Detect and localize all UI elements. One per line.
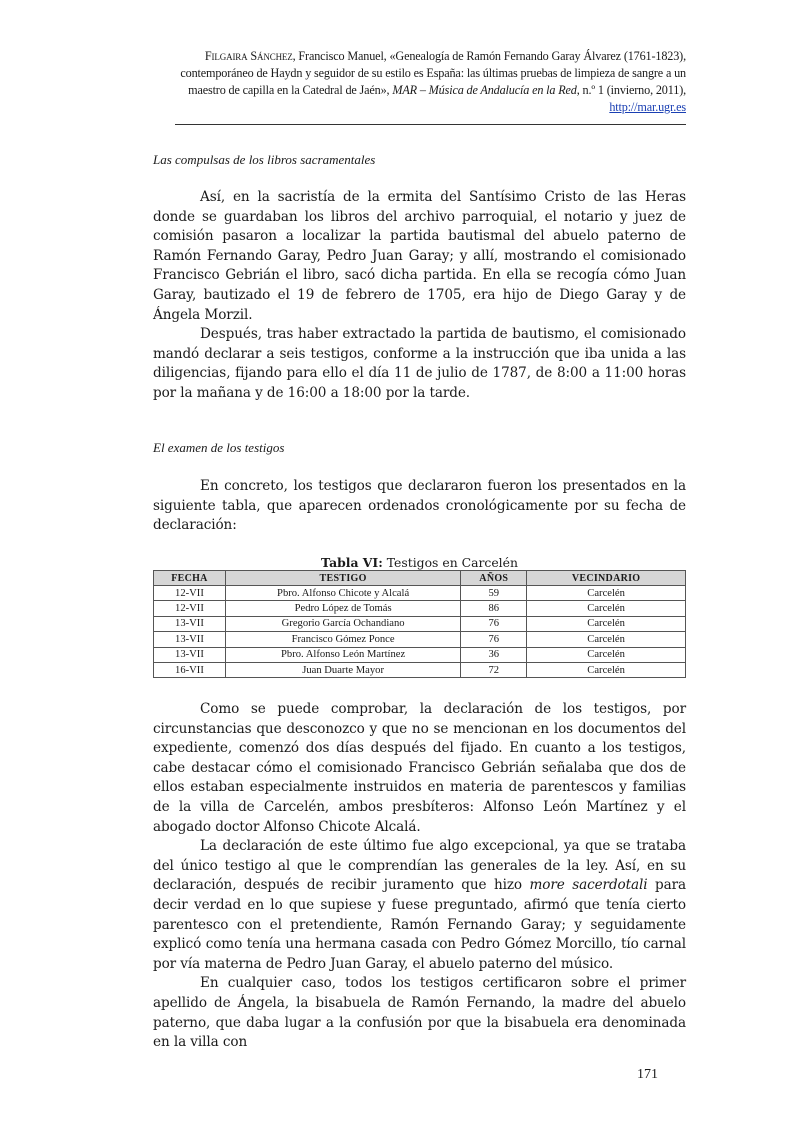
cell-testigo: Gregorio García Ochandiano: [225, 616, 460, 631]
column-header: FECHA: [154, 571, 226, 586]
column-header: VECINDARIO: [527, 571, 686, 586]
cell-testigo: Pedro López de Tomás: [225, 601, 460, 616]
cell-fecha: 13-VII: [154, 632, 226, 647]
paragraph: En cualquier caso, todos los testigos certificaron sobre el primer apellido de Ángela, la bisabuela de Ramón Fernando, la madre del abuelo paterno, que daba lugar a la confusión por que la bisabuela era denominada en la villa con: [153, 975, 686, 1051]
header-url-link[interactable]: http://mar.ugr.es: [609, 100, 686, 114]
latin-phrase: more sacerdotali: [529, 877, 648, 894]
paragraph: Como se puede comprobar, la declaración de los testigos, por circunstancias que desconozco y que no se mencionan en los documentos del expediente, comenzó dos días después del fijado. En cuanto a los testigos, cabe destacar cómo el comisionado Francisco Gebrián señalaba que dos de ellos estaban especialmente instruidos en materia de parentescos y familias de la villa de Carcelén, ambos presbíteros: Alfonso León Martínez y el abogado doctor Alfonso Chicote Alcalá.: [153, 701, 686, 835]
table-row: [154, 616, 686, 631]
column-header: AÑOS: [461, 571, 527, 586]
cell-vecindario: Carcelén: [527, 662, 686, 677]
cell-anos: 86: [461, 601, 527, 616]
paragraph-text: para decir verdad en lo que supiese y fuese preguntado, afirmó que tenía cierto parentesco con el pretendiente, Ramón Fernando Garay; y seguidamente explicó como tenía una hermana casada con Pedro Gómez Morcillo, tío carnal por vía materna de Pedro Juan Garay, el abuelo paterno del músico.: [153, 877, 686, 972]
paragraph: Después, tras haber extractado la partida de bautismo, el comisionado mandó declarar a seis testigos, conforme a la instrucción que iba unida a las diligencias, fijando para ello el día 11 de julio de 1787, de 8:00 a 11:00 horas por la mañana y de 16:00 a 18:00 por la tarde.: [153, 326, 686, 401]
section-title-compulsas: Las compulsas de los libros sacramentales: [153, 152, 376, 167]
section-body-examen: [153, 700, 686, 1053]
paragraph-text: La declaración de este último fue algo excepcional, ya que se trataba del único testigo al que le comprendían las generales de la ley. Así, en su declaración, después de recibir juramento que hizo: [153, 838, 686, 894]
cell-vecindario: Carcelén: [527, 647, 686, 662]
witnesses-table: [153, 570, 686, 678]
table-row: [154, 662, 686, 677]
table-caption-label: Tabla VI:: [321, 555, 383, 570]
paragraph: En concreto, los testigos que declararon fueron los presentados en la siguiente tabla, que aparecen ordenados cronológicamente por su fecha de declaración:: [153, 478, 686, 534]
cell-vecindario: Carcelén: [527, 601, 686, 616]
page-number: 171: [637, 1067, 658, 1082]
cell-testigo: Francisco Gómez Ponce: [225, 632, 460, 647]
section-body-examen-intro: [153, 477, 686, 536]
cell-testigo: Juan Duarte Mayor: [225, 662, 460, 677]
header-author: Filgaira Sánchez: [204, 49, 293, 63]
cell-testigo: Pbro. Alfonso Chicote y Alcalá: [225, 586, 460, 601]
table-row: [154, 647, 686, 662]
table-header-row: [154, 571, 686, 586]
cell-vecindario: Carcelén: [527, 586, 686, 601]
cell-testigo: Pbro. Alfonso León Martínez: [225, 647, 460, 662]
cell-vecindario: Carcelén: [527, 616, 686, 631]
column-header: TESTIGO: [225, 571, 460, 586]
section-title-examen: El examen de los testigos: [153, 440, 285, 455]
paragraph: Así, en la sacristía de la ermita del Santísimo Cristo de las Heras donde se guardaban los libros del archivo parroquial, el notario y juez de comisión pasaron a localizar la partida bautismal del abuelo paterno de Ramón Fernando Garay, Pedro Juan Garay; y allí, mostrando el comisionado Francisco Gebrián el libro, sacó dicha partida. En ella se recogía cómo Juan Garay, bautizado el 19 de febrero de 1705, era hijo de Diego Garay y de Ángela Morzil.: [153, 189, 686, 323]
cell-fecha: 13-VII: [154, 616, 226, 631]
table-caption: [153, 555, 686, 570]
header-journal: MAR – Música de Andalucía en la Red: [392, 83, 577, 97]
cell-fecha: 12-VII: [154, 601, 226, 616]
header-citation: , Francisco Manuel, «Genealogía de Ramón Fernando Garay Álvarez (1761-1823), contemporáneo de Haydn y seguidor de su estilo es España: las últimas pruebas de limpieza de sangre a un maestro de capilla en la Catedral de Jaén»,: [180, 49, 686, 97]
cell-anos: 76: [461, 616, 527, 631]
cell-fecha: 13-VII: [154, 647, 226, 662]
cell-fecha: 12-VII: [154, 586, 226, 601]
section-body-compulsas: [153, 188, 686, 404]
header-divider: [175, 124, 686, 125]
cell-anos: 59: [461, 586, 527, 601]
table-caption-text: Testigos en Carcelén: [382, 555, 518, 570]
cell-vecindario: Carcelén: [527, 632, 686, 647]
paragraph: [153, 837, 686, 974]
header-issue: , n.º 1 (invierno, 2011),: [576, 83, 686, 97]
cell-anos: 36: [461, 647, 527, 662]
cell-anos: 76: [461, 632, 527, 647]
table-row: [154, 601, 686, 616]
cell-anos: 72: [461, 662, 527, 677]
running-header: [150, 48, 686, 116]
table-row: [154, 632, 686, 647]
cell-fecha: 16-VII: [154, 662, 226, 677]
table-row: [154, 586, 686, 601]
